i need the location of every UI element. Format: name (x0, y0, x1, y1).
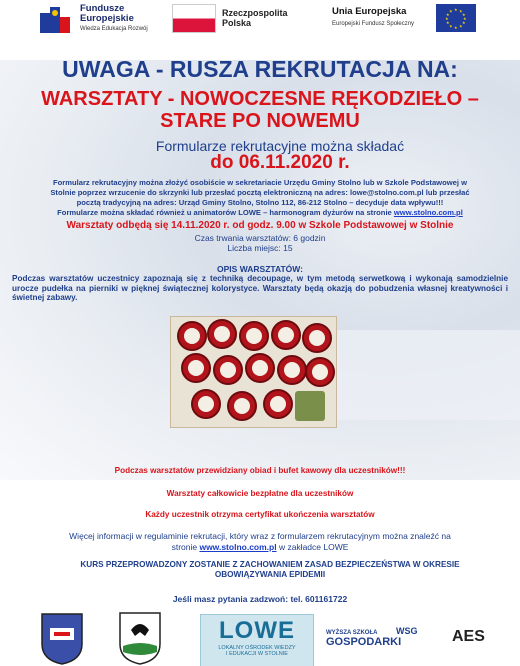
decoupage-box (227, 391, 257, 421)
wsg-line1: WYŻSZA SZKOŁA (326, 630, 378, 636)
more-info-line2-pre: stronie (171, 542, 200, 552)
more-info (20, 531, 500, 553)
decoupage-box (277, 355, 307, 385)
submission-info-line2: Stolnie poprzez wrzucenie do skrzynki lub przesłać pocztą elektroniczną na adres: lowe@stolno.com.pl lub przesłać (50, 188, 470, 197)
poland-flag-icon (172, 4, 216, 33)
description-text: Podczas warsztatów uczestnicy zapoznają się z techniką decoupage, w tym metodą serwetkową i wykonają samodzielnie urocze pudełka na pierniki w pięknej świątecznej kolorystyce. Warsztaty będą okazją do pobudzenia własnej kreatywności i świetnej zabawy. (12, 274, 508, 302)
rp-line1: Rzeczpospolita (222, 8, 288, 18)
submission-info-line4 (10, 208, 510, 218)
unia-europejska-text (332, 6, 414, 30)
safety-line1: KURS PRZEPROWADZONY ZOSTANIE Z ZACHOWANIEM ZASAD BEZPIECZEŃSTWA W OKRESIE (80, 560, 460, 569)
forms-label: Formularze rekrutacyjne można składać (155, 138, 405, 154)
stolno-crest-logo (38, 610, 86, 666)
svg-text:★: ★ (459, 8, 463, 14)
svg-text:★: ★ (446, 12, 450, 17)
workshop-places: Liczba miejsc: 15 (227, 243, 293, 253)
ue-line1: Unia Europejska (332, 6, 407, 17)
submission-info-line3: pocztą tradycyjną na adres: Urząd Gminy Stolno, Stolno 112, 86-212 Stolno – decyduje data wpływu!!! (76, 198, 444, 207)
workshop-title-line2: STARE PO NOWEMU (160, 110, 360, 132)
fe-line1: Fundusze (80, 3, 125, 14)
deadline: do 06.11.2020 r. (210, 152, 350, 173)
svg-text:★: ★ (449, 8, 453, 14)
lunch-note: Podczas warsztatów przewidziany obiad i bufet kawowy dla uczestników!!! (114, 466, 406, 475)
fe-line2: Europejskie (80, 13, 134, 24)
ue-line2: Europejski Fundusz Społeczny (332, 21, 415, 27)
fundusze-europejskie-logo (38, 3, 72, 35)
lowe-logo (200, 614, 314, 666)
stolno-link[interactable]: www.stolno.com.pl (393, 208, 463, 217)
certificate-note: Każdy uczestnik otrzyma certyfikat ukończenia warsztatów (145, 510, 375, 519)
svg-text:★: ★ (449, 23, 453, 29)
wsg-line2: GOSPODARKI (326, 636, 402, 648)
more-info-line2 (20, 542, 500, 553)
decoupage-box (263, 389, 293, 419)
decoupage-box (177, 321, 207, 351)
lowe-logo-line2: I EDUKACJI W STOLNIE (226, 651, 288, 657)
svg-text:★: ★ (446, 20, 450, 25)
svg-text:★: ★ (462, 12, 466, 17)
wsg-badge: WSG (396, 626, 418, 636)
workshop-title (0, 88, 520, 132)
craft-supplies (295, 391, 325, 421)
fe-line3: Wiedza Edukacja Rozwój (80, 26, 148, 32)
decoupage-boxes-photo (170, 316, 337, 428)
aes-logo: AES (452, 628, 485, 645)
decoupage-box (181, 353, 211, 383)
workshop-date: Warsztaty odbędą się 14.11.2020 r. od godz. 9.00 w Szkole Podstawowej w Stolnie (66, 220, 454, 231)
svg-text:★: ★ (454, 25, 458, 30)
decoupage-box (191, 389, 221, 419)
workshop-details (170, 233, 350, 253)
submission-info (10, 178, 510, 218)
lowe-logo-line1: LOKALNY OŚRODEK WIEDZY (218, 645, 296, 651)
decoupage-box (239, 321, 269, 351)
decoupage-box (271, 320, 301, 350)
wsg-logo (326, 626, 426, 660)
svg-text:★: ★ (454, 7, 458, 12)
workshop-title-line1: WARSZTATY - NOWOCZESNE RĘKODZIEŁO – (41, 88, 479, 110)
more-info-line1: Więcej informacji w regulaminie rekrutacji, który wraz z formularzem rekrutacyjnym można znaleźć na (69, 531, 451, 541)
powiat-crest-logo (117, 610, 163, 666)
free-note: Warsztaty całkowicie bezpłatne dla uczestników (166, 489, 354, 498)
svg-text:★: ★ (463, 16, 467, 21)
safety-notice (60, 560, 480, 580)
decoupage-box (305, 357, 335, 387)
more-info-line2-post: w zakładce LOWE (276, 542, 349, 552)
stolno-link-2[interactable]: www.stolno.com.pl (199, 542, 277, 552)
safety-line2: OBOWIĄZYWANIA EPIDEMII (214, 570, 326, 579)
rzeczpospolita-text (222, 8, 288, 28)
eu-flag-icon (436, 4, 476, 32)
contact-info: Jeśli masz pytania zadzwoń: tel. 601161722 (172, 594, 348, 604)
fundusze-europejskie-text (80, 4, 148, 34)
background-photo-detail (330, 330, 520, 420)
decoupage-box (245, 353, 275, 383)
page-title: UWAGA - RUSZA REKRUTACJA NA: (62, 56, 458, 82)
svg-text:★: ★ (462, 20, 466, 25)
rp-line2: Polska (222, 18, 252, 28)
decoupage-box (302, 323, 332, 353)
lowe-logo-title: LOWE (219, 617, 295, 644)
decoupage-box (213, 355, 243, 385)
svg-text:★: ★ (445, 16, 449, 21)
decoupage-box (207, 319, 237, 349)
description-heading: OPIS WARSZTATÓW: (217, 264, 303, 274)
submission-info-line1: Formularz rekrutacyjny można złożyć osobiście w sekretariacie Urzędu Gminy Stolno lub w Szkole Podstawowej w (53, 178, 467, 187)
workshop-duration: Czas trwania warsztatów: 6 godzin (194, 233, 326, 243)
svg-text:★: ★ (459, 23, 463, 29)
logo-bar (0, 0, 520, 48)
submission-info-line4-text: Formularze można składać również u animatorów LOWE – harmonogram dyżurów na stronie (57, 208, 394, 217)
